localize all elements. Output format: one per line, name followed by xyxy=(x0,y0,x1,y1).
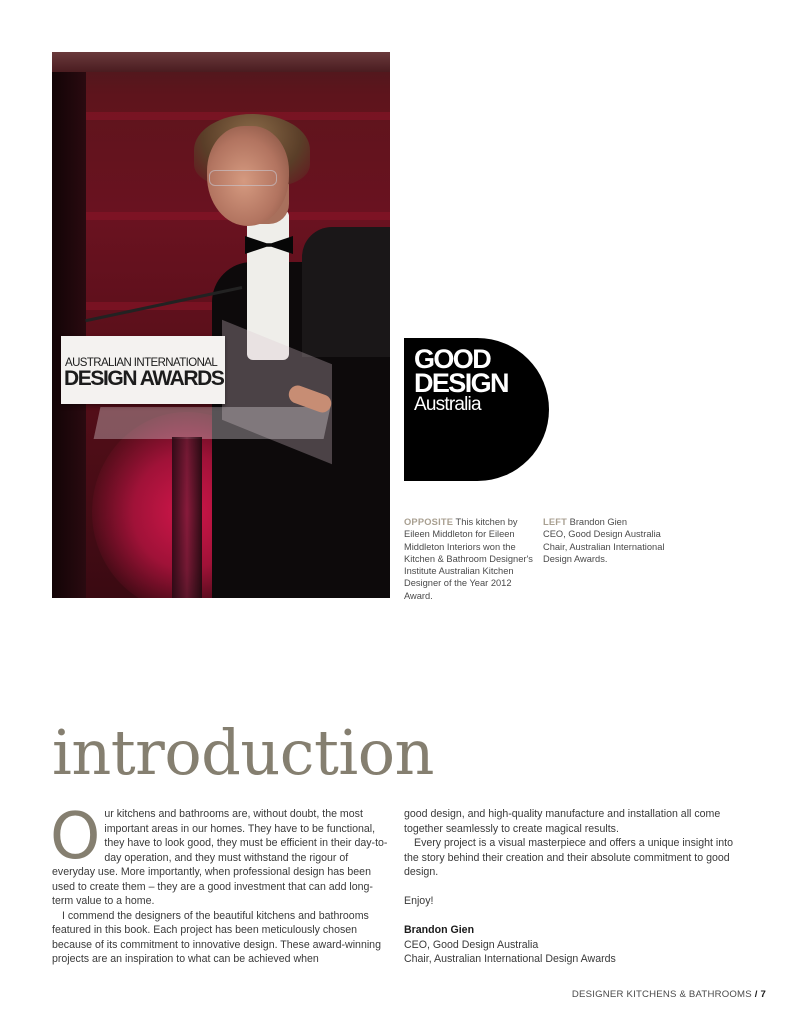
caption-left xyxy=(543,516,683,565)
article-paragraph-3: Every project is a visual masterpiece and offers a unique insight into the story behind their creation and their absolute commitment to good design. xyxy=(404,837,733,878)
lectern-sign-line1: AUSTRALIAN INTERNATIONAL xyxy=(65,357,218,369)
article-paragraph-1 xyxy=(50,800,391,909)
caption-text-opposite: This kitchen by Eileen Middleton for Eileen Middleton Interiors won the Kitchen & Bathroom Designer's Institute Australian Kitchen Designer of the Year 2012 Award. xyxy=(404,517,533,601)
photo-lectern-top xyxy=(94,407,331,439)
caption-opposite xyxy=(404,516,536,602)
signature-title-1: CEO, Good Design Australia xyxy=(404,938,539,951)
spacer xyxy=(404,909,749,924)
caption-left-title1: CEO, Good Design Australia xyxy=(543,529,661,540)
article-title: introduction xyxy=(52,716,434,789)
lectern-sign xyxy=(61,336,225,404)
lectern-sign-line2: DESIGN AWARDS xyxy=(64,367,224,390)
caption-left-name: Brandon Gien xyxy=(567,517,627,527)
spacer xyxy=(404,880,749,895)
caption-tag-opposite: OPPOSITE xyxy=(404,517,454,527)
drop-cap: O xyxy=(50,800,101,874)
paragraph-1-text: ur kitchens and bathrooms are, without doubt, the most important areas in our homes. They have to be functional, they have to look good, they must be efficient in their day-to-day operation, and they must withstand the rigour of everyday use. More importantly, when professional design has been used to create them – they are a good investment that can add long-term value to a home. xyxy=(52,808,388,907)
photo-left-wall xyxy=(52,72,86,598)
photo-lectern-post xyxy=(172,437,202,598)
logo-line2: DESIGN xyxy=(414,368,508,398)
signature-title-2: Chair, Australian International Design Awards xyxy=(404,953,616,965)
logo-line3: Australia xyxy=(414,394,481,415)
article-column-left xyxy=(50,800,391,967)
page-number: 7 xyxy=(760,989,766,1000)
article-paragraph-2-end: good design, and high-quality manufacture and installation all come together seamlessly to create magical results. xyxy=(404,808,721,835)
publication-name: DESIGNER KITCHENS & BATHROOMS xyxy=(571,989,752,1000)
speaker-photo xyxy=(52,52,390,598)
logo-line1: GOOD xyxy=(414,344,491,374)
photo-speaker-glasses xyxy=(209,170,277,186)
caption-left-title2: Chair, Australian International Design Awards. xyxy=(543,541,665,564)
article-column-right xyxy=(404,807,749,967)
photo-speaker-shoulder xyxy=(302,227,390,357)
footer-separator: / xyxy=(751,989,761,1000)
good-design-australia-logo xyxy=(404,338,549,481)
photo-ceiling xyxy=(52,52,390,72)
caption-tag-left: LEFT xyxy=(543,517,568,527)
article-paragraph-2-start: I commend the designers of the beautiful kitchens and bathrooms featured in this book. Each project has been meticulously chosen because of its commitment to innovative design. These award-winning projects are an inspiration to what can be achieved when xyxy=(52,909,381,965)
signature-name: Brandon Gien xyxy=(404,924,475,936)
closing-text: Enjoy! xyxy=(404,895,434,907)
page-footer xyxy=(572,989,766,1000)
